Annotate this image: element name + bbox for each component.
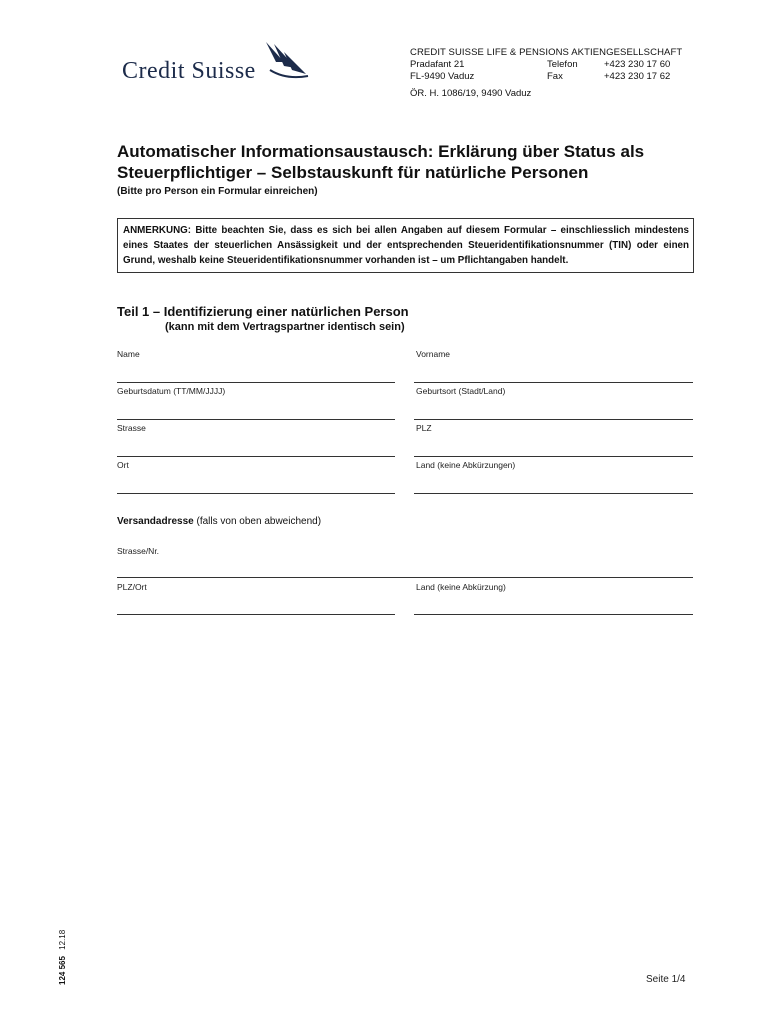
land-label: Land (keine Abkürzungen) <box>416 460 516 470</box>
vorname-label: Vorname <box>416 349 451 359</box>
form-code-number: 124 565 <box>58 956 67 985</box>
strasse-label: Strasse <box>117 423 146 433</box>
part1-title: Teil 1 – Identifizierung einer natürlichen Person <box>117 304 409 319</box>
geburtsort-label: Geburtsort (Stadt/Land) <box>416 386 506 396</box>
note-box: ANMERKUNG: Bitte beachten Sie, dass es sich bei allen Angaben auf diesem Formular – einschliesslich mindestens eines Staates der steuerlichen Ansässigkeit und der entsprechenden Steueridentifikationsnummer (TIN) oder einen Grund, weshalb keine Steueridentifikationsnummer vorhanden ist – um Pflichtangaben handelt. <box>117 218 694 273</box>
phone-number: +423 230 17 60 <box>604 59 671 70</box>
vorname-field[interactable] <box>414 382 693 383</box>
ort-field[interactable] <box>117 493 395 494</box>
document-subtitle: (Bitte pro Person ein Formular einreichen) <box>117 186 318 197</box>
part1-subtitle: (kann mit dem Vertragspartner identisch sein) <box>165 321 405 333</box>
postal-title-note: (falls von oben abweichend) <box>196 516 322 527</box>
name-field[interactable] <box>117 382 395 383</box>
postal-land-label: Land (keine Abkürzung) <box>416 582 506 592</box>
credit-suisse-logo-text: Credit Suisse <box>122 58 256 84</box>
phone-label: Telefon <box>547 59 578 70</box>
postal-title <box>117 516 321 527</box>
postal-plz-ort-label: PLZ/Ort <box>117 582 147 592</box>
land-field[interactable] <box>414 493 693 494</box>
plz-field[interactable] <box>414 456 693 457</box>
ort-label: Ort <box>117 460 129 470</box>
page-number: Seite 1/4 <box>646 974 686 985</box>
company-registry: ÖR. H. 1086/19, 9490 Vaduz <box>410 88 532 99</box>
form-code <box>58 930 67 985</box>
sails-logo-icon <box>262 40 310 82</box>
geburtsdatum-label: Geburtsdatum (TT/MM/JJJJ) <box>117 386 226 396</box>
form-code-date: 12.18 <box>58 929 67 950</box>
plz-label: PLZ <box>416 423 432 433</box>
company-info <box>410 47 682 100</box>
company-street: Pradafant 21 <box>410 59 465 70</box>
geburtsort-field[interactable] <box>414 419 693 420</box>
strasse-field[interactable] <box>117 456 395 457</box>
fax-number: +423 230 17 62 <box>604 71 671 82</box>
company-city: FL-9490 Vaduz <box>410 71 475 82</box>
postal-strasse-field[interactable] <box>117 577 693 578</box>
postal-land-field[interactable] <box>414 614 693 615</box>
postal-title-main: Versandadresse <box>117 516 194 527</box>
document-title: Automatischer Informationsaustausch: Erklärung über Status als Steuerpflichtiger – Selbstauskunft für natürliche Personen <box>117 142 645 182</box>
postal-plz-ort-field[interactable] <box>117 614 395 615</box>
geburtsdatum-field[interactable] <box>117 419 395 420</box>
name-label: Name <box>117 349 140 359</box>
postal-strasse-label: Strasse/Nr. <box>117 546 160 556</box>
company-name: CREDIT SUISSE LIFE & PENSIONS AKTIENGESELLSCHAFT <box>410 47 683 58</box>
fax-label: Fax <box>547 71 563 82</box>
